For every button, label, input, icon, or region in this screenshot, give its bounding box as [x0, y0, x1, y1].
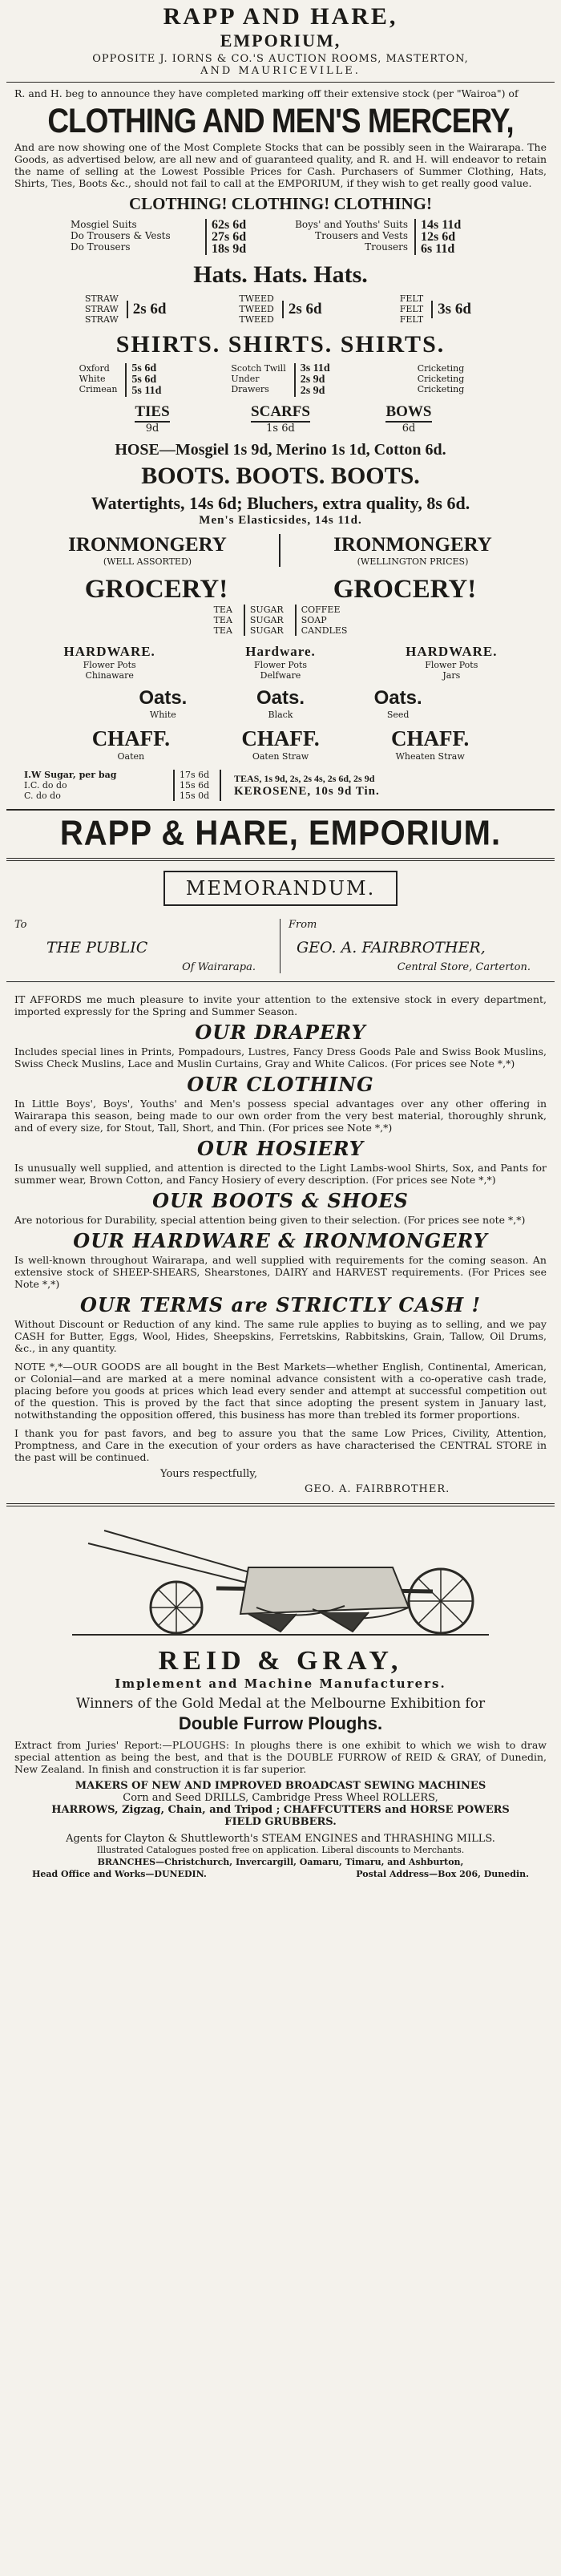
- memo-from-place: Central Store, Carterton.: [397, 961, 531, 973]
- memo-thanks: I thank you for past favors, and beg to assure you that the same Low Prices, Civility, Attention, Promptness, and Care in the execution of your orders as have characterised the CENTRAL STORE in the past will be continued.: [14, 1427, 547, 1463]
- iron-left-title: IRONMONGERY: [68, 534, 227, 556]
- grocery-item: SUGAR: [249, 615, 284, 625]
- iron-right-title: IRONMONGERY: [333, 534, 492, 556]
- tea-kerosene: [234, 773, 380, 799]
- hardware-item: Delfware: [260, 670, 301, 681]
- shirt-item: Cricketing: [417, 384, 465, 394]
- reid-field: FIELD GRUBBERS.: [224, 1816, 337, 1828]
- chaff-head: CHAFF.: [241, 726, 320, 750]
- memo-intro: IT AFFORDS me much pleasure to invite your attention to the extensive stock in every department, imported expressly for the Spring and Summer Season.: [14, 993, 547, 1017]
- memo-to-place: Of Wairarapa.: [182, 961, 256, 973]
- grocery-item: TEA: [213, 625, 232, 636]
- sugar-line: C. do do: [24, 791, 61, 801]
- grocery-row: [32, 575, 529, 605]
- shirt-price: 3s 11d: [300, 362, 330, 374]
- suits-table: [0, 219, 561, 255]
- hats-head: Hats. Hats. Hats.: [193, 261, 368, 288]
- reid-ploughs: Double Furrow Ploughs.: [178, 1713, 383, 1733]
- grocery-item: SUGAR: [249, 625, 284, 636]
- memo-boots-head: OUR BOOTS & SHOES: [152, 1189, 409, 1212]
- boots-line: Watertights, 14s 6d; Bluchers, extra quality, 8s 6d.: [91, 493, 470, 513]
- rapp-footer: RAPP & HARE, EMPORIUM.: [59, 813, 502, 853]
- plough-frame: [240, 1567, 409, 1614]
- scarfs-cell: [216, 403, 345, 435]
- hardware-col: [366, 644, 537, 681]
- hardware-item: Jars: [442, 670, 461, 681]
- hardware-row: [0, 644, 561, 681]
- hat-price: 2s 6d: [282, 301, 322, 318]
- memo-to-name: THE PUBLIC: [46, 939, 148, 956]
- hardware-item: Flower Pots: [253, 660, 308, 670]
- hardware-head: HARDWARE.: [63, 644, 155, 659]
- plough-share: [321, 1612, 369, 1632]
- oats-sub: Black: [268, 710, 293, 720]
- reid-subtitle: Implement and Machine Manufacturers.: [115, 1676, 446, 1691]
- rapp-intro1: R. and H. beg to announce they have completed marking off their extensive stock (per "Wairoa") of: [14, 87, 519, 99]
- suit-item: Mosgiel Suits: [71, 219, 137, 230]
- elastic-line: Men's Elasticsides, 14s 11d.: [199, 514, 362, 527]
- suits-left-prices: [205, 219, 281, 255]
- suit-price: 14s 11d: [421, 218, 462, 232]
- memo-address: [6, 919, 555, 982]
- ties-label: TIES: [135, 403, 169, 423]
- reid-makers: MAKERS OF NEW AND IMPROVED BROADCAST SEWING MACHINES: [75, 1780, 486, 1792]
- memo-to-label: To: [14, 919, 27, 931]
- reid-gray-ad: [0, 1511, 561, 1879]
- hat-item: STRAW: [84, 304, 119, 314]
- reid-extract: Extract from Juries' Report:—PLOUGHS: In ploughs there is one exhibit to which we wish to draw special attention as being the best, and that is the DOUBLE FURROW of REID & GRAY, of Dunedin, New Zealand. In finish and construction it is far superior.: [14, 1739, 547, 1775]
- hardware-head: Hardware.: [245, 644, 316, 659]
- grocery-left: GROCERY!: [84, 575, 228, 604]
- suit-item: Do Trousers & Vests: [71, 230, 171, 241]
- suit-price: 27s 6d: [212, 230, 247, 244]
- memo-hardware-head: OUR HARDWARE & IRONMONGERY: [73, 1229, 488, 1252]
- sugar-lines: [24, 770, 160, 801]
- reid-postal: Postal Address—Box 206, Dunedin.: [356, 1869, 529, 1879]
- ties-cell: [88, 403, 216, 435]
- shirt-price: 5s 11d: [131, 385, 162, 397]
- hats-felt: [358, 293, 513, 325]
- rapp-address: OPPOSITE J. IORNS & CO.'S AUCTION ROOMS, MASTERTON,: [92, 53, 469, 65]
- suit-item: Do Trousers: [71, 241, 131, 253]
- hat-item: TWEED: [239, 304, 274, 314]
- bows-price: 6d: [402, 423, 416, 435]
- hardware-item: Chinaware: [85, 670, 134, 681]
- grocery-item: CANDLES: [301, 625, 348, 636]
- shirt-item: Under: [231, 374, 260, 384]
- reid-office-row: [32, 1869, 529, 1879]
- hats-tweed: [203, 293, 357, 325]
- chaff-row: [0, 726, 561, 762]
- iron-row: [16, 534, 545, 567]
- scarfs-label: SCARFS: [251, 403, 310, 423]
- hat-price: 3s 6d: [431, 301, 471, 318]
- reid-branches: BRANCHES—Christchurch, Invercargill, Oamaru, Timaru, and Ashburton,: [97, 1857, 464, 1867]
- memorandum-ad: [0, 871, 561, 1506]
- shirt-item: Drawers: [231, 384, 269, 394]
- reid-winners: Winners of the Gold Medal at the Melbourne Exhibition for: [75, 1696, 486, 1712]
- hat-item: STRAW: [84, 293, 119, 304]
- suit-price: 18s 9d: [212, 242, 247, 256]
- memo-from-label: From: [289, 919, 317, 931]
- reid-name: REID & GRAY,: [158, 1646, 403, 1676]
- chaff-sub: Oaten: [117, 751, 145, 762]
- memo-hosiery: Is unusually well supplied, and attention is directed to the Light Lambs-wool Shirts, Sox, and Pants for summer wear, Brown Cotton, and Fancy Hosiery of every description. (For prices see Note *,*): [14, 1162, 547, 1186]
- suit-item: Trousers: [365, 241, 408, 253]
- suits-right-items: [288, 219, 408, 255]
- suits-right-prices: [414, 219, 490, 255]
- memo-drapery-head: OUR DRAPERY: [195, 1021, 366, 1044]
- rapp-clothing-title: CLOTHING AND MEN'S MERCERY,: [47, 101, 514, 140]
- hats-straw: [48, 293, 203, 325]
- shirt-item: Cricketing: [417, 363, 465, 374]
- boots-head: BOOTS. BOOTS. BOOTS.: [141, 463, 420, 489]
- shirts-col1: [40, 363, 200, 397]
- suit-item: Boys' and Youths' Suits: [295, 219, 408, 230]
- grocery-item: TEA: [213, 605, 232, 615]
- oats-sub: Seed: [386, 710, 410, 720]
- sugar-price: 17s 6d: [180, 770, 210, 780]
- memo-to: [6, 919, 280, 973]
- plough-share: [248, 1614, 297, 1632]
- chaff-head: CHAFF.: [91, 726, 170, 750]
- hat-item: FELT: [399, 304, 424, 314]
- suit-price: 6s 11d: [421, 242, 455, 256]
- shirt-price: 2s 9d: [300, 374, 325, 386]
- memo-drapery: Includes special lines in Prints, Pompadours, Lustres, Fancy Dress Goods Pale and Swiss Book Muslins, Swiss Check Muslins, Lace and Muslin Curtains, Gray and White Calicos. (For prices see Note *,*): [14, 1045, 547, 1070]
- shirts-col2: [200, 363, 361, 397]
- shirt-price: 2s 9d: [300, 385, 325, 397]
- rapp-clothing-repeat: CLOTHING! CLOTHING! CLOTHING!: [128, 194, 433, 213]
- bows-label: BOWS: [385, 403, 431, 423]
- oats-row: [0, 687, 561, 720]
- ties-price: 9d: [145, 423, 159, 435]
- scarfs-price: 1s 6d: [266, 423, 295, 435]
- reid-harrows: HARROWS, Zigzag, Chain, and Tripod ; CHAFFCUTTERS and HORSE POWERS: [51, 1804, 510, 1816]
- memo-yours: Yours respectfully,: [160, 1468, 258, 1480]
- hats-table: [0, 293, 561, 325]
- memo-terms: Without Discount or Reduction of any kind. The same rule applies to buying as to selling, and we pay CASH for Butter, Eggs, Wool, Hides, Sheepskins, Ferretskins, Rabbitskins, Grain, Tallow, Oil Drums, &c., in any quantity.: [14, 1318, 547, 1354]
- hat-item: STRAW: [84, 314, 119, 325]
- shirt-price: 5s 6d: [131, 362, 157, 374]
- reid-catalogues: Illustrated Catalogues posted free on application. Liberal discounts to Merchants.: [96, 1845, 465, 1855]
- grocery-item: SUGAR: [249, 605, 284, 615]
- sugar-prices: [173, 770, 221, 801]
- memo-clothing-head: OUR CLOTHING: [187, 1073, 374, 1096]
- rapp-town: AND MAURICEVILLE.: [200, 65, 361, 77]
- suit-price: 12s 6d: [421, 230, 456, 244]
- chaff-sub: Oaten Straw: [252, 751, 309, 762]
- hat-item: TWEED: [239, 293, 274, 304]
- iron-left-sub: (WELL ASSORTED): [103, 556, 192, 567]
- rapp-name: RAPP AND HARE,: [163, 3, 398, 30]
- sugar-price: 15s 6d: [180, 780, 210, 791]
- grocery-items: [0, 605, 561, 636]
- shirts-head: SHIRTS. SHIRTS. SHIRTS.: [115, 331, 446, 358]
- suits-left-items: [71, 219, 199, 255]
- grocery-item: TEA: [213, 615, 232, 625]
- shirt-item: Scotch Twill: [231, 363, 286, 374]
- hardware-col: [195, 644, 365, 681]
- shirt-item: Oxford: [79, 363, 110, 374]
- shirt-item: Cricketing: [417, 374, 465, 384]
- memo-signed: GEO. A. FAIRBROTHER.: [305, 1483, 450, 1495]
- memo-title: MEMORANDUM.: [163, 871, 398, 906]
- suit-item: Trousers and Vests: [315, 230, 408, 241]
- reid-corn: Corn and Seed DRILLS, Cambridge Press Wheel ROLLERS,: [123, 1792, 438, 1804]
- memo-from: [280, 919, 555, 973]
- grocery-item: COFFEE: [301, 605, 341, 615]
- chaff-sub: Wheaten Straw: [395, 751, 465, 762]
- shirts-col3: [361, 363, 521, 397]
- bows-cell: [345, 403, 473, 435]
- iron-right: [280, 534, 545, 567]
- hardware-item: Flower Pots: [83, 660, 136, 670]
- hat-item: FELT: [399, 314, 424, 325]
- memo-boots: Are notorious for Durability, special attention being given to their selection. (For prices see note *,*): [14, 1214, 526, 1226]
- plough-illustration: [0, 1511, 561, 1643]
- hat-item: TWEED: [239, 314, 274, 325]
- memo-terms-head: OUR TERMS are STRICTLY CASH !: [79, 1293, 482, 1316]
- memo-hardware: Is well-known throughout Wairarapa, and well supplied with requirements for the coming season. An extensive stock of SHEEP-SHEARS, Shearstones, DAIRY and HARVEST requirements. (For Prices see Note *,*): [14, 1254, 547, 1290]
- hardware-col: [24, 644, 195, 681]
- shirt-item: Crimean: [79, 384, 118, 394]
- shirts-table: [0, 363, 561, 397]
- rapp-hare-ad: [0, 0, 561, 861]
- sugar-line: I.C. do do: [24, 780, 67, 791]
- grocery-item: SOAP: [301, 615, 327, 625]
- shirt-item: White: [79, 374, 106, 384]
- teas-line: TEAS, 1s 9d, 2s, 2s 4s, 2s 6d, 2s 9d: [234, 772, 375, 784]
- oats-head: Oats.: [373, 687, 422, 709]
- hat-item: FELT: [399, 293, 424, 304]
- hardware-item: Flower Pots: [425, 660, 478, 670]
- memo-note: NOTE *,*—OUR GOODS are all bought in the Best Markets—whether English, Continental, American, or Colonial—and are marked at a mere nominal advance consistent with a co-operative cash trade, placing before you goods at prices which lead every sender and attempt at successful competition out of the question. This is proved by the fact that since adopting the present system in January last, notwithstanding the opposition offered, this business has more than trebled its former proportions.: [14, 1361, 547, 1421]
- ties-row: [0, 403, 561, 435]
- oats-head: Oats.: [256, 687, 305, 709]
- oats-sub: White: [149, 710, 176, 720]
- plough-engraving: [56, 1511, 505, 1640]
- rapp-intro2: And are now showing one of the Most Complete Stocks that can be possibly seen in the Wairarapa. The Goods, as advertised below, are all new and of guaranteed quality, and R. and H. will endeavor to retain the name of selling at the Lowest Possible Prices for Cash. Purchasers of Summer Clothing, Hats, Shirts, Ties, Boots &c., should not fail to call at the EMPORIUM, if they wish to get really good value.: [14, 141, 547, 189]
- kerosene-line: KEROSENE, 10s 9d Tin.: [234, 784, 380, 798]
- iron-left: [16, 534, 280, 567]
- hose-line: HOSE—Mosgiel 1s 9d, Merino 1s 1d, Cotton 6d.: [115, 441, 446, 459]
- grocery-right: GROCERY!: [333, 575, 477, 604]
- iron-right-sub: (WELLINGTON PRICES): [357, 556, 469, 567]
- sugar-line: I.W Sugar, per bag: [24, 770, 117, 780]
- sugar-price: 15s 0d: [180, 791, 210, 801]
- hardware-head: HARDWARE.: [406, 644, 498, 659]
- hat-price: 2s 6d: [127, 301, 167, 318]
- memo-hosiery-head: OUR HOSIERY: [197, 1137, 364, 1160]
- reid-agents: Agents for Clayton & Shuttleworth's STEAM ENGINES and THRASHING MILLS.: [66, 1833, 495, 1845]
- memo-clothing: In Little Boys', Boys', Youths' and Men's possess special advantages over any other offering in Wairarapa this season, being made to our own order from the very best material, thoroughly shrunk, and of every size, for Stout, Tall, Short, and Thin. (For prices see Note *,*): [14, 1098, 547, 1134]
- oats-head: Oats.: [139, 687, 188, 709]
- suit-price: 62s 6d: [212, 218, 247, 232]
- shirt-price: 5s 6d: [131, 374, 157, 386]
- reid-head-office: Head Office and Works—DUNEDIN.: [32, 1869, 207, 1879]
- chaff-head: CHAFF.: [391, 726, 470, 750]
- memo-from-name: GEO. A. FAIRBROTHER,: [297, 939, 486, 956]
- sugar-tea-row: [24, 770, 537, 801]
- rapp-emporium: EMPORIUM,: [220, 30, 341, 51]
